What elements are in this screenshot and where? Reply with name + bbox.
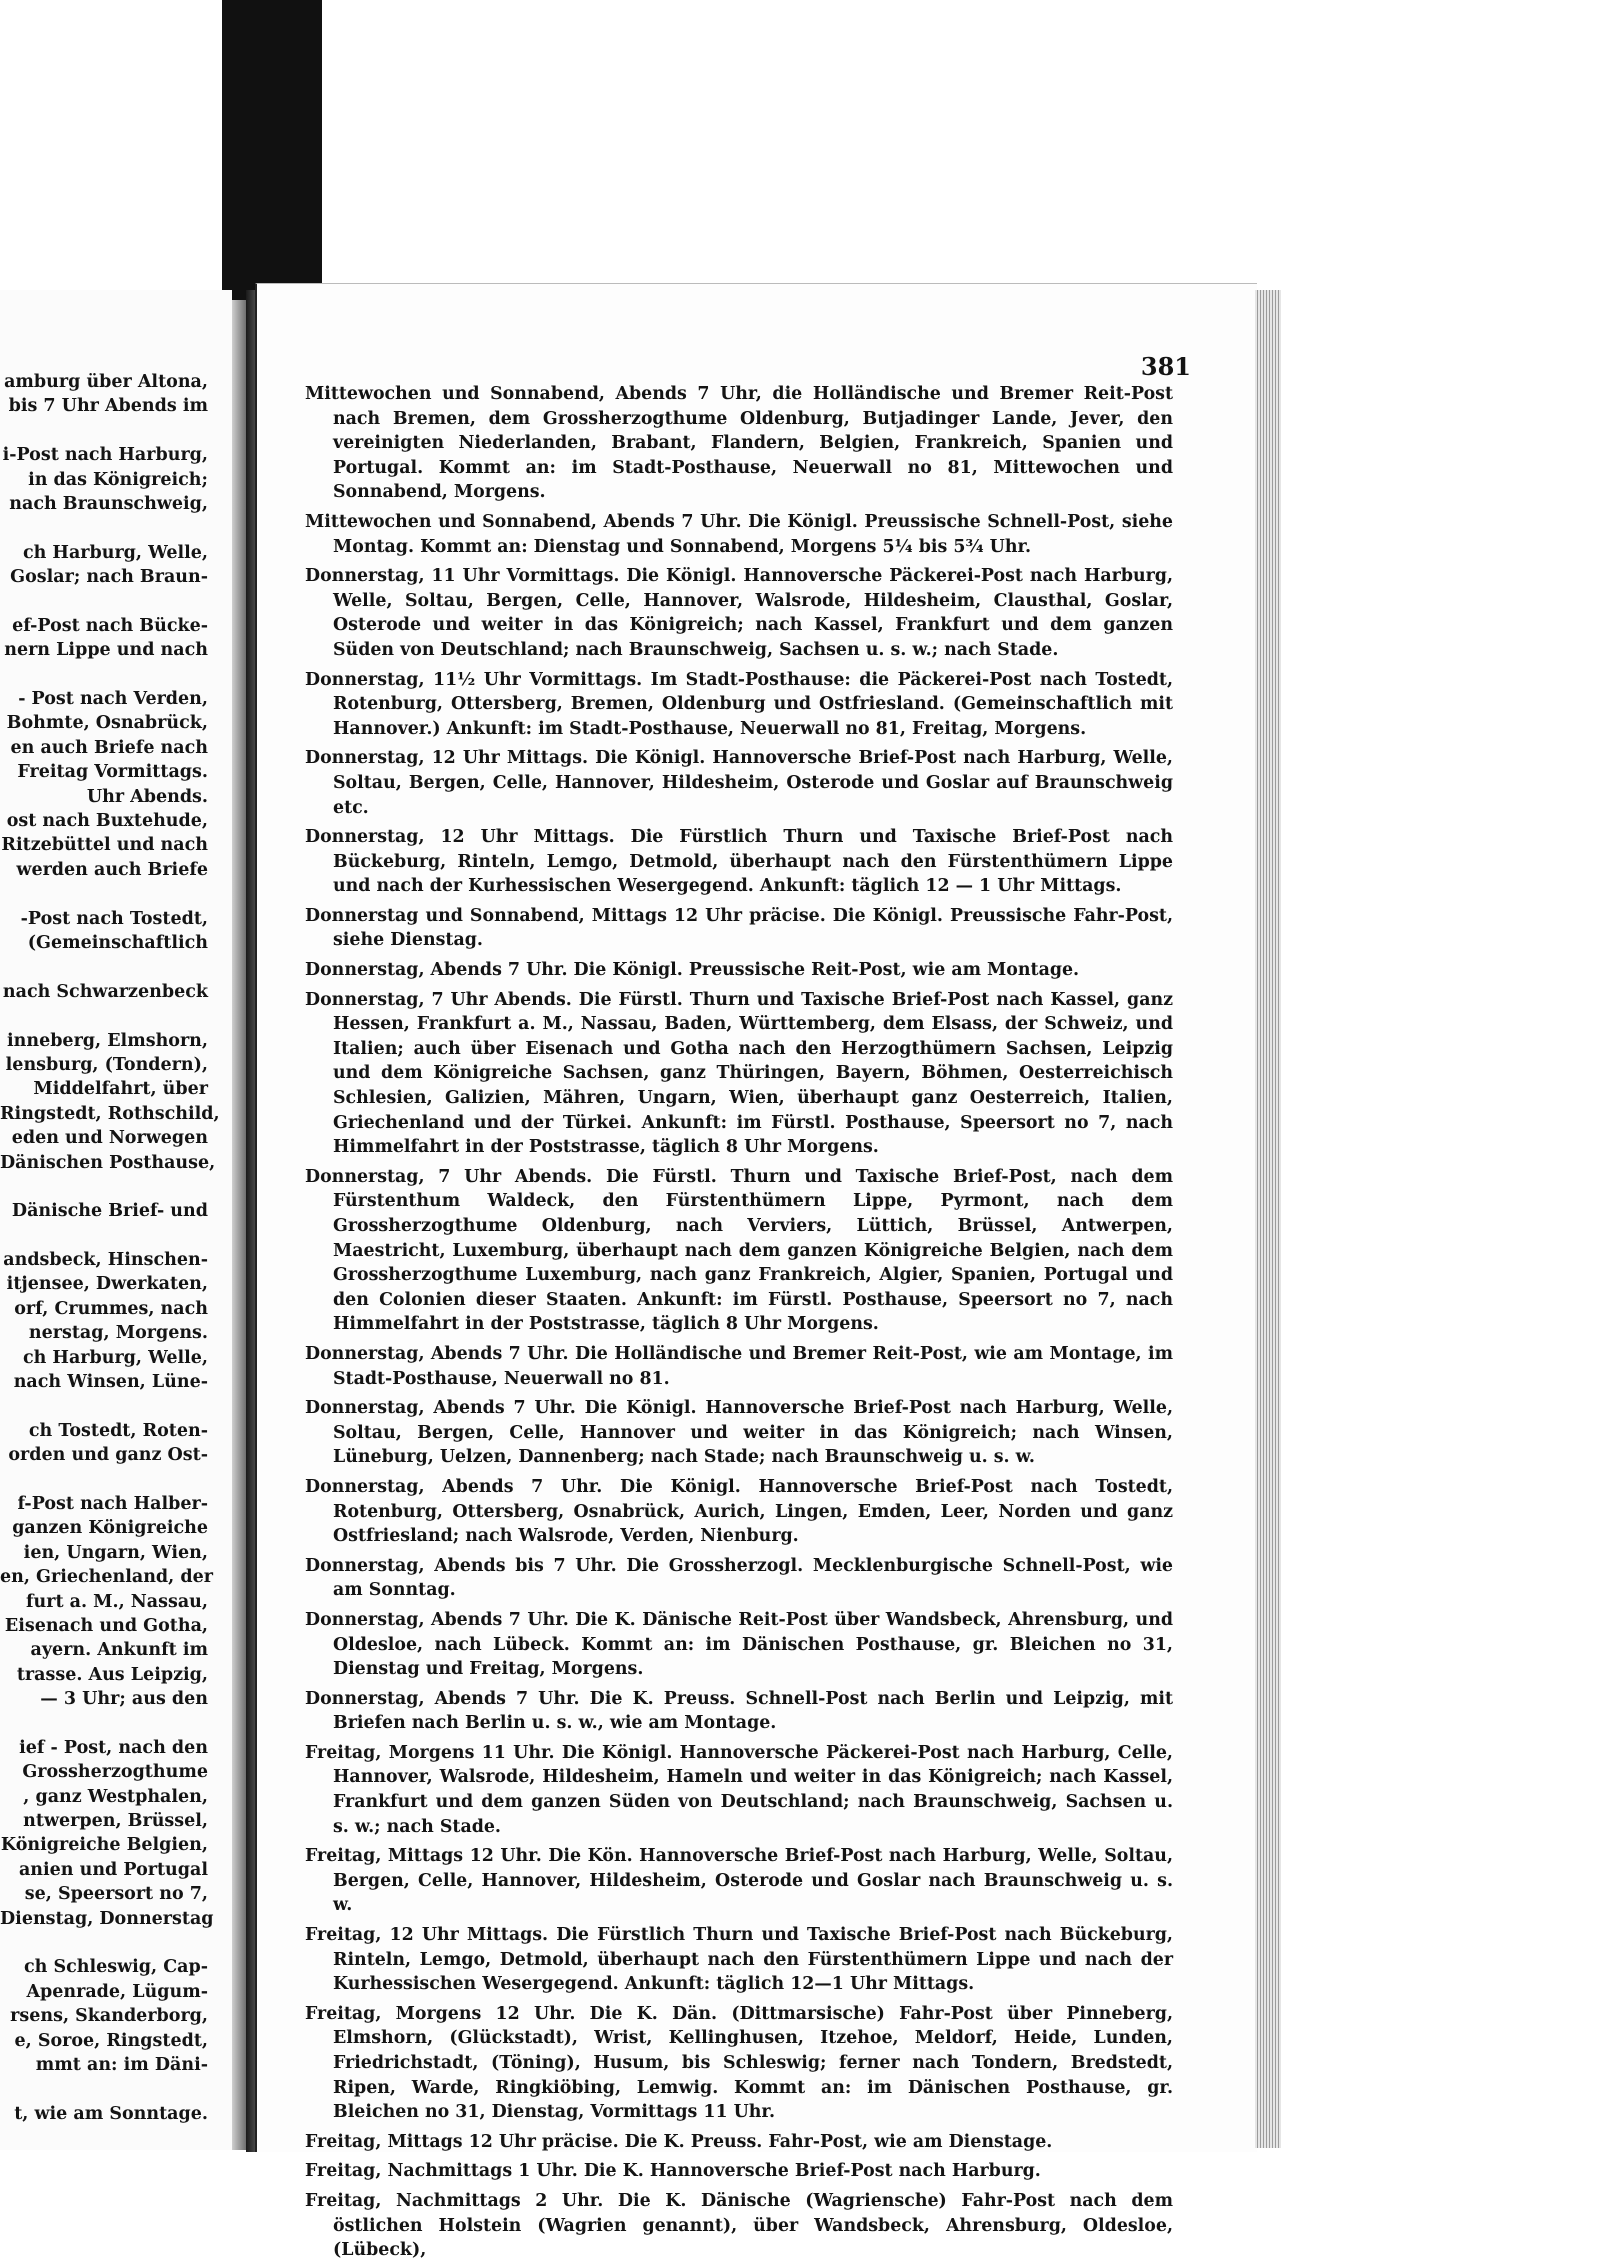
left-page-line: Königreiche Belgien, <box>0 1835 208 1856</box>
left-gutter-shadow <box>232 300 246 2150</box>
left-page-line: Goslar; nach Braun- <box>10 567 208 588</box>
left-page-line: Apenrade, Lügum- <box>26 1981 208 2002</box>
left-page-line: ntwerpen, Brüssel, <box>23 1811 208 1832</box>
left-page-line: Eisenach und Gotha, <box>4 1615 208 1636</box>
schedule-entry: Donnerstag, Abends 7 Uhr. Die Königl. Hannoversche Brief-Post nach Tostedt, Rotenburg, Ottersberg, Osnabrück, Aurich, Lingen, Emden, Leer, Norden und ganz Ostfriesland; nach Walsrode, Verden, Nienburg. <box>305 1476 1173 1547</box>
left-page-line <box>0 1468 232 1492</box>
schedule-entry: Donnerstag, Abends 7 Uhr. Die Holländische und Bremer Reit-Post, wie am Montage, im Stadt-Posthause, Neuerwall no 81. <box>305 1343 1173 1389</box>
left-page-line: -Post nach Tostedt, <box>20 908 208 929</box>
left-page-line: - Post nach Verden, <box>18 689 208 710</box>
left-page-line: nern Lippe und nach <box>4 640 208 661</box>
schedule-entry: Freitag, Nachmittags 1 Uhr. Die K. Hannoversche Brief-Post nach Harburg. <box>305 2161 1041 2182</box>
left-page-line: nach Schwarzenbeck <box>2 981 208 1002</box>
left-page-line: ganzen Königreiche <box>12 1518 208 1539</box>
left-page-text <box>0 290 232 2126</box>
left-page-line: t, wie am Sonntage. <box>14 2103 208 2124</box>
left-page-line: ch Schleswig, Cap- <box>23 1957 208 1978</box>
left-page-line: Dänische Brief- und <box>11 1201 208 1222</box>
left-page-line: Dänischen Posthause, <box>0 1152 216 1173</box>
schedule-entry: Donnerstag, Abends bis 7 Uhr. Die Grossherzogl. Mecklenburgische Schnell-Post, wie am Sonntag. <box>305 1555 1173 1601</box>
left-page-line: eden und Norwegen <box>11 1128 208 1149</box>
left-page-line <box>0 955 232 979</box>
right-page <box>255 283 1257 2261</box>
left-page-line: mmt an: im Däni- <box>35 2054 208 2075</box>
left-page-line: lensburg, (Tondern), <box>5 1054 208 1075</box>
left-page <box>0 290 232 2150</box>
left-page-line: inneberg, Elmshorn, <box>6 1030 208 1051</box>
schedule-entry: Freitag, Nachmittags 2 Uhr. Die K. Dänische (Wagriensche) Fahr-Post nach dem östlichen Holstein (Wagrien genannt), über Wandsbeck, Ahrensburg, Oldesloe, (Lübeck), <box>305 2190 1173 2261</box>
left-page-line <box>0 590 232 614</box>
schedule-entry: Freitag, Morgens 12 Uhr. Die K. Dän. (Dittmarsische) Fahr-Post über Pinneberg, Elmshorn, (Glückstadt), Wrist, Kellinghusen, Itzehoe, Meldorf, Heide, Lunden, Friedrichstadt, (Töning), Husum, bis Schleswig; ferner nach Tondern, Bredstedt, Ripen, Warde, Ringkiöbing, Lemwig. Kommt an: im Dänischen Posthause, gr. Bleichen no 31, Dienstag, Vormittags 11 Uhr. <box>305 2003 1173 2123</box>
left-page-line: rsens, Skanderborg, <box>10 2006 208 2027</box>
schedule-entry: Donnerstag, 12 Uhr Mittags. Die Königl. Hannoversche Brief-Post nach Harburg, Welle, Soltau, Bergen, Celle, Hannover, Hildesheim, Osterode und Goslar auf Braunschweig etc. <box>305 748 1173 818</box>
schedule-entry: Donnerstag, 11 Uhr Vormittags. Die Königl. Hannoversche Päckerei-Post nach Harburg, Welle, Soltau, Bergen, Celle, Hannover, Walsrode, Hildesheim, Clausthal, Goslar, Osterode und weiter in das Königreich; nach Kassel, Frankfurt und dem ganzen Süden von Deutschland; nach Braunschweig, Sachsen u. s. w.; nach Stade. <box>305 566 1173 660</box>
schedule-entry: Donnerstag, 7 Uhr Abends. Die Fürstl. Thurn und Taxische Brief-Post nach Kassel, ganz Hessen, Frankfurt a. M., Nassau, Baden, Württemberg, dem Elsass, der Schweiz, und Italien; auch über Eisenach und Gotha nach den Herzogthümern Sachsen, Leipzig und dem Königreiche Sachsen, ganz Thüringen, Bayern, Böhmen, Oesterreichisch Schlesien, Galizien, Mähren, Ungarn, Wien, überhaupt ganz Oesterreich, Italien, Griechenland und der Türkei. Ankunft: im Fürstl. Posthause, Speersort no 7, nach Himmelfahrt in der Poststrasse, täglich 8 Uhr Morgens. <box>305 989 1173 1158</box>
left-page-line: en, Griechenland, der <box>0 1567 213 1588</box>
left-page-line: ost nach Buxtehude, <box>6 811 208 832</box>
left-page-line: , ganz Westphalen, <box>23 1786 208 1807</box>
left-page-line <box>0 1224 232 1248</box>
left-page-line: ayern. Ankunft im <box>30 1640 208 1661</box>
schedule-entry: Freitag, Mittags 12 Uhr präcise. Die K. Preuss. Fahr-Post, wie am Dienstage. <box>305 2131 1053 2152</box>
left-page-line: andsbeck, Hinschen- <box>3 1250 208 1271</box>
left-page-line <box>0 1175 232 1199</box>
schedule-entry: Freitag, 12 Uhr Mittags. Die Fürstlich Thurn und Taxische Brief-Post nach Bückeburg, Rinteln, Lemgo, Detmold, überhaupt nach den Fürstenthümern Lippe und nach der Kurhessischen Wesergegend. Ankunft: täglich 12—1 Uhr Mittags. <box>305 1925 1173 1995</box>
left-page-line: amburg über Altona, <box>4 372 208 392</box>
left-page-line: nach Winsen, Lüne- <box>13 1372 208 1393</box>
schedule-entry: Donnerstag, Abends 7 Uhr. Die K. Dänische Reit-Post über Wandsbeck, Ahrensburg, und Oldesloe, nach Lübeck. Kommt an: im Dänischen Posthause, gr. Bleichen no 31, Dienstag und Freitag, Morgens. <box>305 1609 1173 1680</box>
left-page-line: in das Königreich; <box>28 469 208 490</box>
left-page-line <box>0 419 232 443</box>
left-page-line <box>0 1004 232 1028</box>
post-schedule-entries <box>305 382 1173 2268</box>
schedule-entry: Donnerstag, Abends 7 Uhr. Die Königl. Hannoversche Brief-Post nach Harburg, Welle, Soltau, Bergen, Celle, Hannover und weiter in das Königreich; nach Winsen, Lüneburg, Uelzen, Dannenberg; nach Stade; nach Braunschweig u. s. w. <box>305 1398 1173 1468</box>
left-page-line: Middelfahrt, über <box>33 1079 208 1100</box>
left-page-line: trasse. Aus Leipzig, <box>16 1664 208 1685</box>
schedule-entry: Freitag, Mittags 12 Uhr. Die Kön. Hannoversche Brief-Post nach Harburg, Welle, Soltau, Bergen, Celle, Hannover, Hildesheim, Osterode und Goslar nach Braunschweig u. s. w. <box>305 1846 1173 1916</box>
left-page-line: Dienstag, Donnerstag <box>0 1908 214 1929</box>
left-page-line: werden auch Briefe <box>16 859 208 880</box>
left-page-line: Ritzebüttel und nach <box>1 835 208 856</box>
left-page-line: ch Tostedt, Roten- <box>28 1420 208 1441</box>
schedule-entry: Donnerstag, 11½ Uhr Vormittags. Im Stadt-Posthause: die Päckerei-Post nach Tostedt, Rotenburg, Ottersberg, Bremen, Oldenburg und Ostfriesland. (Gemeinschaftlich mit Hannover.) Ankunft: im Stadt-Posthause, Neuerwall no 81, Freitag, Morgens. <box>305 669 1173 739</box>
left-page-line: orden und ganz Ost- <box>8 1445 208 1466</box>
left-page-line <box>0 882 232 906</box>
left-page-line <box>0 516 232 540</box>
left-page-line <box>0 1711 232 1735</box>
schedule-entry: Freitag, Morgens 11 Uhr. Die Königl. Hannoversche Päckerei-Post nach Harburg, Celle, Hannover, Walsrode, Hildesheim, Hameln und weiter in das Königreich; nach Kassel, Frankfurt und dem ganzen Süden von Deutschland; nach Braunschweig, Sachsen u. s. w.; nach Stade. <box>305 1742 1173 1837</box>
page-edges <box>1255 290 1281 2148</box>
book-strap <box>222 0 322 300</box>
left-page-line: Grossherzogthume <box>22 1762 208 1783</box>
left-page-line: bis 7 Uhr Abends im <box>8 396 208 417</box>
left-page-line: nach Braunschweig, <box>9 493 208 514</box>
left-page-line <box>0 1394 232 1418</box>
left-page-line: anien und Portugal <box>18 1859 208 1880</box>
left-page-line: se, Speersort no 7, <box>24 1884 208 1905</box>
left-page-line: — 3 Uhr; aus den <box>40 1689 208 1710</box>
left-page-line: e, Soroe, Ringstedt, <box>14 2030 208 2051</box>
schedule-entry: Donnerstag, 12 Uhr Mittags. Die Fürstlich Thurn und Taxische Brief-Post nach Bückeburg, Rinteln, Lemgo, Detmold, überhaupt nach den Fürstenthümern Lippe und nach der Kurhessischen Wesergegend. Ankunft: täglich 12 — 1 Uhr Mittags. <box>305 827 1173 897</box>
left-page-line: furt a. M., Nassau, <box>25 1591 208 1612</box>
left-page-line <box>0 2077 232 2101</box>
left-page-line: (Gemeinschaftlich <box>27 932 208 953</box>
left-page-line: ien, Ungarn, Wien, <box>23 1542 208 1563</box>
left-page-line: Ringstedt, Rothschild, <box>0 1103 220 1124</box>
schedule-entry: Donnerstag, 7 Uhr Abends. Die Fürstl. Thurn und Taxische Brief-Post, nach dem Fürstenthum Waldeck, den Fürstenthümern Lippe, Pyrmont, nach dem Grossherzogthume Oldenburg, nach Verviers, Lüttich, Brüssel, Antwerpen, Maestricht, Luxemburg, überhaupt nach dem ganzen Königreiche Belgien, nach dem Grossherzogthume Luxemburg, nach ganz Frankreich, Algier, Spanien, Portugal und den Colonien dieser Staaten. Ankunft: im Fürstl. Posthause, Speersort no 7, nach Himmelfahrt in der Poststrasse, täglich 8 Uhr Morgens. <box>305 1166 1173 1335</box>
left-page-line: Bohmte, Osnabrück, <box>6 713 208 734</box>
left-page-line <box>0 1931 232 1955</box>
schedule-entry: Donnerstag und Sonnabend, Mittags 12 Uhr präcise. Die Königl. Preussische Fahr-Post, siehe Dienstag. <box>305 905 1173 951</box>
left-page-line: ief - Post, nach den <box>19 1737 208 1758</box>
schedule-entry: Mittewochen und Sonnabend, Abends 7 Uhr. Die Königl. Preussische Schnell-Post, siehe Montag. Kommt an: Dienstag und Sonnabend, Morgens 5¼ bis 5¾ Uhr. <box>305 511 1173 557</box>
left-page-line: i-Post nach Harburg, <box>2 445 208 466</box>
left-page-line: orf, Crummes, nach <box>14 1298 208 1319</box>
left-page-line: Uhr Abends. <box>86 786 208 807</box>
left-page-line: nerstag, Morgens. <box>28 1323 208 1344</box>
left-page-line: ef-Post nach Bücke- <box>12 615 208 636</box>
left-page-line: itjensee, Dwerkaten, <box>6 1274 208 1295</box>
schedule-entry: Mittewochen und Sonnabend, Abends 7 Uhr, die Holländische und Bremer Reit-Post nach Bremen, dem Grossherzogthume Oldenburg, Butjadinger Lande, Jever, den vereinigten Niederlanden, Brabant, Flandern, Belgien, Frankreich, Spanien und Portugal. Kommt an: im Stadt-Posthause, Neuerwall no 81, Mittewochen und Sonnabend, Morgens. <box>305 384 1173 503</box>
schedule-entry: Donnerstag, Abends 7 Uhr. Die K. Preuss. Schnell-Post nach Berlin und Leipzig, mit Briefen nach Berlin u. s. w., wie am Montage. <box>305 1688 1173 1734</box>
left-page-line: ch Harburg, Welle, <box>22 542 208 563</box>
left-page-line: en auch Briefe nach <box>10 737 208 758</box>
left-page-line: ch Harburg, Welle, <box>22 1347 208 1368</box>
left-page-line <box>0 663 232 687</box>
schedule-entry: Donnerstag, Abends 7 Uhr. Die Königl. Preussische Reit-Post, wie am Montage. <box>305 960 1080 981</box>
left-page-line: Freitag Vormittags. <box>17 762 208 783</box>
page-number: 381 <box>1140 352 1191 381</box>
left-page-line: f-Post nach Halber- <box>17 1493 208 1514</box>
